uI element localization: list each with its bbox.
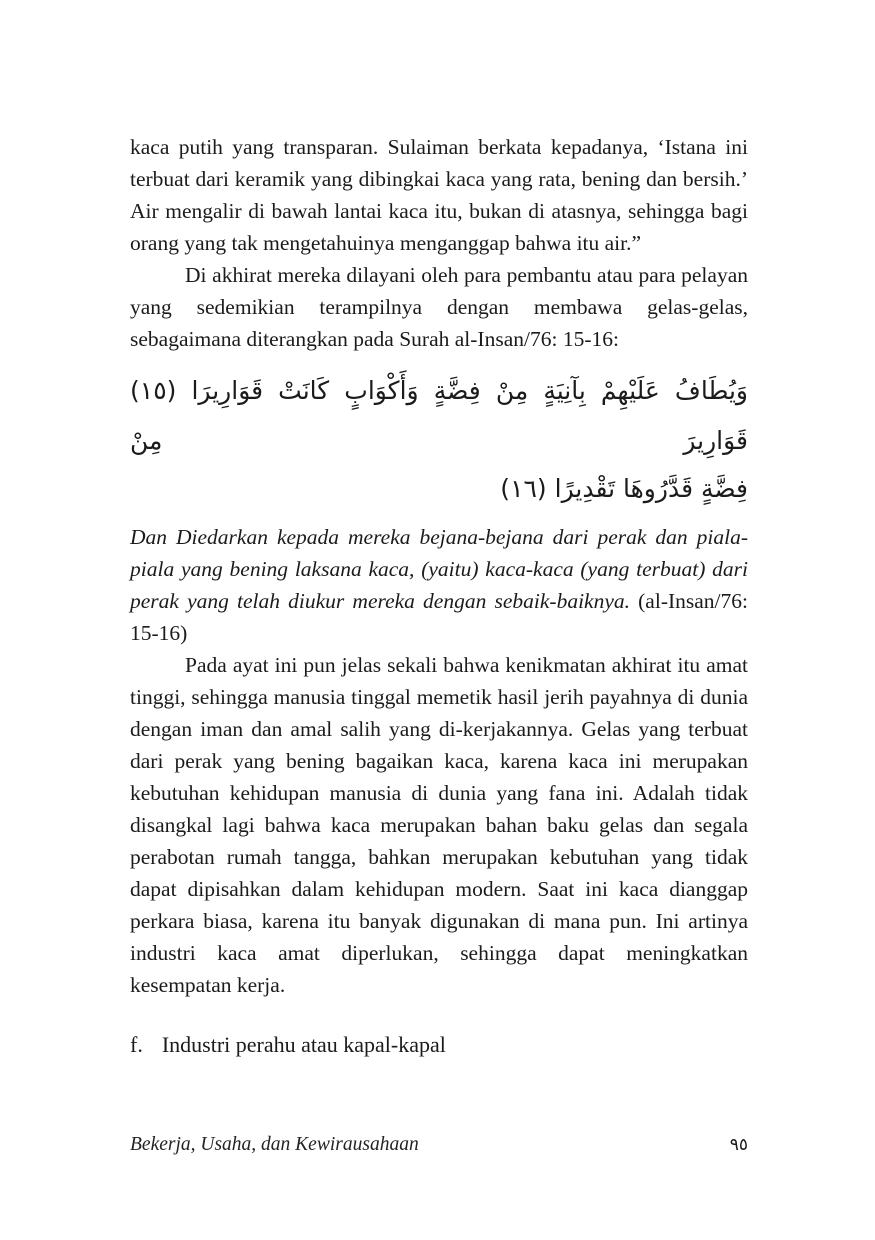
- section-heading: [130, 1029, 748, 1061]
- translation-italic-text: Dan Diedarkan kepada mereka bejana-bejana dari perak dan piala-piala yang bening laksana kaca, (yaitu) kaca-kaca (yang terbuat) dari perak yang telah diukur mereka dengan sebaik-baiknya.: [130, 525, 748, 613]
- section-title: Industri perahu atau kapal-kapal: [161, 1032, 446, 1057]
- footer-book-title: Bekerja, Usaha, dan Kewirausahaan: [130, 1134, 419, 1155]
- verse-translation: [130, 521, 748, 649]
- paragraph-continuation: kaca putih yang transparan. Sulaiman berkata kepadanya, ‘Istana ini terbuat dari keramik yang dibingkai kaca yang rata, bening dan bersih.’ Air mengalir di bawah lantai kaca itu, bukan di atasnya, sehingga bagi orang yang tak mengetahuinya menganggap bahwa itu air.”: [130, 135, 748, 255]
- quran-verse-arabic: [130, 366, 748, 512]
- paragraph-akhirat: Di akhirat mereka dilayani oleh para pembantu atau para pelayan yang sedemikian terampilnya dengan membawa gelas-gelas, sebagaimana diterangkan pada Surah al-Insan/76: 15-16:: [130, 263, 748, 351]
- page-footer: [130, 1134, 748, 1156]
- arabic-verse-line-15: وَيُطَافُ عَلَيْهِمْ بِآنِيَةٍ مِنْ فِضَّةٍ وَأَكْوَابٍ كَانَتْ قَوَارِيرَا (١٥) قَوَارِيرَ مِنْ: [130, 376, 748, 455]
- paragraph-pada-ayat: Pada ayat ini pun jelas sekali bahwa kenikmatan akhirat itu amat tinggi, sehingga manusia tinggal memetik hasil jerih payahnya di dunia dengan iman dan amal salih yang di-kerjakannya. Gelas yang terbuat dari perak yang bening bagaikan kaca, karena kaca ini merupakan kebutuhan kehidupan manusia di dunia yang fana ini. Adalah tidak disangkal lagi bahwa kaca merupakan bahan baku gelas dan segala perabotan rumah tangga, bahkan merupakan kebutuhan yang tidak dapat dipisahkan dalam kehidupan modern. Saat ini kaca dianggap perkara biasa, karena itu banyak digunakan di mana pun. Ini artinya industri kaca amat diperlukan, sehingga dapat meningkatkan kesempatan kerja.: [130, 653, 748, 997]
- arabic-verse-line-16: فِضَّةٍ قَدَّرُوهَا تَقْدِيرًا (١٦): [500, 474, 748, 503]
- section-letter: f.: [130, 1032, 143, 1057]
- verse-reference: (al-Insan/76: 15-16): [130, 589, 748, 645]
- text-block: [130, 131, 748, 1061]
- footer-page-number: ٩٥: [729, 1135, 748, 1155]
